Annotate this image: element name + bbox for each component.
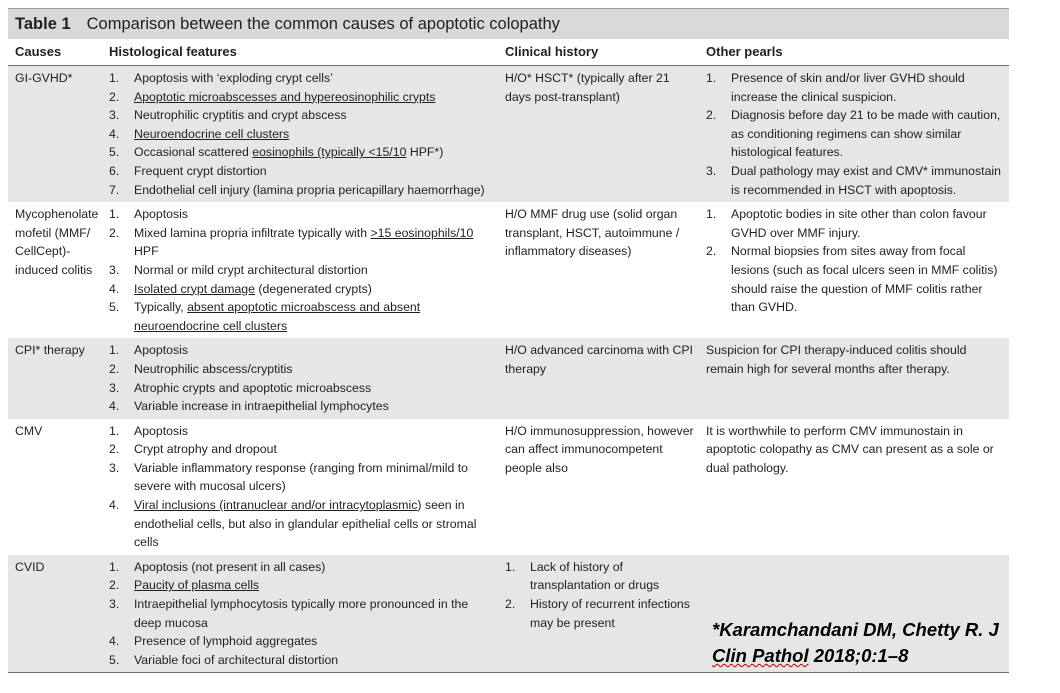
text-span: Neutrophilic cryptitis and crypt abscess [134, 108, 347, 123]
item-number: 2. [109, 442, 120, 457]
list-item [109, 595, 494, 632]
text-span: Apoptosis [134, 423, 189, 438]
text-span: Frequent crypt distortion [134, 163, 267, 178]
list-item [109, 205, 494, 224]
clinical-history-cell [498, 555, 699, 673]
list-item [109, 125, 494, 144]
table-container [8, 8, 1009, 673]
list-item [109, 341, 494, 360]
histology-cell [102, 419, 498, 555]
list-item [109, 88, 494, 107]
item-text [134, 298, 494, 335]
underlined-text: Apoptotic microabscesses and hypereosinophilic crypts [134, 89, 436, 104]
item-text: Dual pathology may exist and CMV* immunostain is recommended in HSCT with apoptosis. [731, 163, 1001, 197]
item-text [134, 125, 494, 144]
item-number: 2. [109, 578, 120, 593]
text-span: Variable foci of architectural distortion [134, 652, 339, 667]
text-span: Occasional scattered [134, 145, 253, 160]
item-text [134, 632, 494, 651]
table-row [8, 338, 1009, 418]
table-row [8, 66, 1009, 203]
histology-cell [102, 202, 498, 338]
item-number: 3. [109, 262, 120, 277]
item-number: 3. [109, 108, 120, 123]
item-text [134, 595, 494, 632]
cause-cell: CPI* therapy [8, 338, 102, 418]
comparison-table [8, 39, 1009, 673]
header-other-pearls: Other pearls [699, 39, 1009, 66]
list-item [109, 459, 494, 496]
histology-list [109, 558, 494, 670]
item-number: 2. [706, 244, 717, 259]
underlined-text: <15/10 [368, 145, 407, 160]
item-number: 6. [109, 163, 120, 178]
list-item [109, 651, 494, 670]
list-item [109, 143, 494, 162]
table-body [8, 66, 1009, 673]
text-span: Apoptosis [134, 207, 189, 222]
item-text [134, 496, 494, 552]
table-number: Table 1 [15, 14, 71, 33]
item-number: 3. [109, 460, 120, 475]
underlined-text: >15 eosinophils/10 [370, 225, 474, 240]
histology-cell [102, 555, 498, 673]
table-row [8, 419, 1009, 555]
text-span: Apoptosis with ‘exploding crypt cells’ [134, 71, 333, 85]
item-text: Presence of skin and/or liver GVHD should increase the clinical suspicion. [731, 71, 965, 104]
table-row [8, 202, 1009, 338]
item-text [134, 576, 494, 595]
item-number: 4. [109, 126, 120, 141]
item-text [134, 143, 494, 162]
item-text [134, 651, 494, 670]
list-item [109, 422, 494, 441]
item-number: 4. [109, 281, 120, 296]
history-list [505, 558, 695, 632]
item-number: 4. [109, 634, 120, 649]
text-span: Typically, [134, 300, 188, 315]
underlined-text: eosinophils (typically [252, 145, 369, 160]
underlined-text: Neuroendocrine cell clusters [134, 126, 290, 141]
text-span: Atrophic crypts and apoptotic microabscess [134, 380, 372, 395]
underlined-text: Paucity of plasma cells [134, 578, 260, 593]
item-number: 5. [109, 145, 120, 160]
text-span: Normal or mild crypt architectural distortion [134, 262, 368, 277]
item-text: Apoptotic bodies in site other than colon favour GVHD over MMF injury. [731, 207, 987, 240]
list-item [109, 162, 494, 181]
clinical-history-cell: H/O MMF drug use (solid organ transplant, HSCT, autoimmune / inflammatory diseases) [498, 202, 699, 338]
list-item [109, 379, 494, 398]
histology-cell [102, 66, 498, 203]
item-text [134, 280, 494, 299]
list-item [706, 162, 1005, 199]
citation-line-1: *Karamchandani DM, Chetty R. J [712, 619, 999, 640]
text-span: Endothelial cell injury (lamina propria pericapillary haemorrhage) [134, 182, 485, 197]
item-text [134, 379, 494, 398]
list-item [109, 69, 494, 88]
cause-cell: Mycophenolate mofetil (MMF/ CellCept)-induced colitis [8, 202, 102, 338]
citation-ref: 2018;0:1–8 [808, 645, 909, 666]
item-text [134, 224, 494, 261]
text-span: Apoptosis (not present in all cases) [134, 559, 326, 574]
text-span: Apoptosis [134, 343, 189, 358]
text-span: Neutrophilic abscess/cryptitis [134, 361, 293, 376]
clinical-history-cell: H/O advanced carcinoma with CPI therapy [498, 338, 699, 418]
table-title-bar [8, 8, 1009, 39]
list-item [109, 181, 494, 200]
item-number: 1. [109, 423, 120, 438]
header-histology: Histological features [102, 39, 498, 66]
header-causes: Causes [8, 39, 102, 66]
item-number: 1. [109, 559, 120, 574]
other-pearls-cell: It is worthwhile to perform CMV immunostain in apoptotic colopathy as CMV can present as a sole or dual pathology. [699, 419, 1009, 555]
text-span: HPF*) [406, 145, 444, 160]
cause-cell: GI-GVHD* [8, 66, 102, 203]
item-number: 3. [706, 163, 717, 178]
item-number: 1. [706, 207, 717, 222]
item-text [134, 69, 494, 88]
item-text [134, 181, 494, 200]
item-text [134, 440, 494, 459]
item-number: 5. [109, 652, 120, 667]
item-number: 4. [109, 399, 120, 414]
item-text [134, 341, 494, 360]
item-number: 2. [109, 89, 120, 104]
item-number: 3. [109, 380, 120, 395]
text-span: (degenerated crypts) [255, 281, 372, 296]
histology-list [109, 69, 494, 199]
histology-list [109, 205, 494, 335]
item-text: Diagnosis before day 21 to be made with caution, as conditioning regimens can show similar histological features. [731, 108, 1001, 160]
item-text [134, 558, 494, 577]
list-item [109, 558, 494, 577]
list-item [109, 106, 494, 125]
pearls-list [706, 205, 1005, 317]
list-item [109, 496, 494, 552]
text-span: Intraepithelial lymphocytosis typically more pronounced in the deep mucosa [134, 597, 469, 630]
item-number: 2. [505, 597, 516, 612]
item-number: 2. [109, 225, 120, 240]
clinical-history-cell: H/O immunosuppression, however can affect immunocompetent people also [498, 419, 699, 555]
underlined-text: absent apoptotic microabscess and absent neuroendocrine cell clusters [134, 300, 421, 333]
header-clinical-history: Clinical history [498, 39, 699, 66]
item-number: 1. [706, 71, 717, 85]
item-text [134, 162, 494, 181]
list-item [706, 106, 1005, 162]
item-number: 2. [706, 108, 717, 123]
underlined-text: Isolated crypt damage [134, 281, 255, 296]
item-text: Lack of history of transplantation or drugs [530, 559, 660, 593]
clinical-history-cell: H/O* HSCT* (typically after 21 days post-transplant) [498, 66, 699, 203]
item-number: 2. [109, 361, 120, 376]
list-item [109, 632, 494, 651]
underlined-text: Viral inclusions (intranuclear and/or intracytoplasmic [134, 498, 418, 513]
list-item [706, 69, 1005, 106]
list-item [109, 440, 494, 459]
histology-list [109, 341, 494, 415]
text-span: Mixed lamina propria infiltrate typically with [134, 225, 371, 240]
list-item [109, 261, 494, 280]
other-pearls-cell: Suspicion for CPI therapy-induced colitis should remain high for several months after therapy. [699, 338, 1009, 418]
text-span: HPF [134, 244, 159, 259]
item-number: 1. [505, 559, 516, 574]
histology-cell [102, 338, 498, 418]
text-span: Variable increase in intraepithelial lymphocytes [134, 399, 389, 414]
list-item [505, 558, 695, 595]
item-text [134, 205, 494, 224]
text-span: ) seen in endothelial cells, but also in glandular epithelial cells or stromal cells [134, 498, 477, 550]
item-text: Normal biopsies from sites away from focal lesions (such as focal ulcers seen in MMF colitis) should raise the question of MMF colitis rather than GVHD. [731, 244, 998, 315]
item-text: History of recurrent infections may be present [530, 597, 690, 630]
item-text [134, 360, 494, 379]
header-row [8, 39, 1009, 66]
list-item [706, 205, 1005, 242]
list-item [109, 360, 494, 379]
item-number: 1. [109, 71, 120, 85]
list-item [706, 242, 1005, 316]
other-pearls-cell [699, 202, 1009, 338]
item-text [134, 459, 494, 496]
item-text [134, 106, 494, 125]
histology-list [109, 422, 494, 552]
item-text [134, 422, 494, 441]
other-pearls-cell [699, 66, 1009, 203]
list-item [109, 224, 494, 261]
text-span: Variable inflammatory response (ranging from minimal/mild to severe with mucosal ulcers) [134, 460, 468, 494]
item-number: 4. [109, 498, 120, 513]
citation-line-2 [712, 643, 1057, 669]
list-item [109, 397, 494, 416]
text-span: Crypt atrophy and dropout [134, 442, 277, 457]
cause-cell: CVID [8, 555, 102, 673]
item-text [134, 88, 494, 107]
item-number: 3. [109, 597, 120, 612]
list-item [109, 576, 494, 595]
item-text [134, 397, 494, 416]
item-number: 1. [109, 207, 120, 222]
citation-journal: Clin Pathol [712, 645, 809, 666]
cause-cell: CMV [8, 419, 102, 555]
pearls-list [706, 69, 1005, 199]
text-span: Presence of lymphoid aggregates [134, 634, 318, 649]
list-item [109, 298, 494, 335]
item-number: 1. [109, 343, 120, 358]
item-text [134, 261, 494, 280]
list-item [505, 595, 695, 632]
list-item [109, 280, 494, 299]
item-number: 7. [109, 182, 120, 197]
item-number: 5. [109, 300, 120, 315]
citation [712, 617, 1057, 669]
table-title: Comparison between the common causes of apoptotic colopathy [86, 14, 560, 33]
